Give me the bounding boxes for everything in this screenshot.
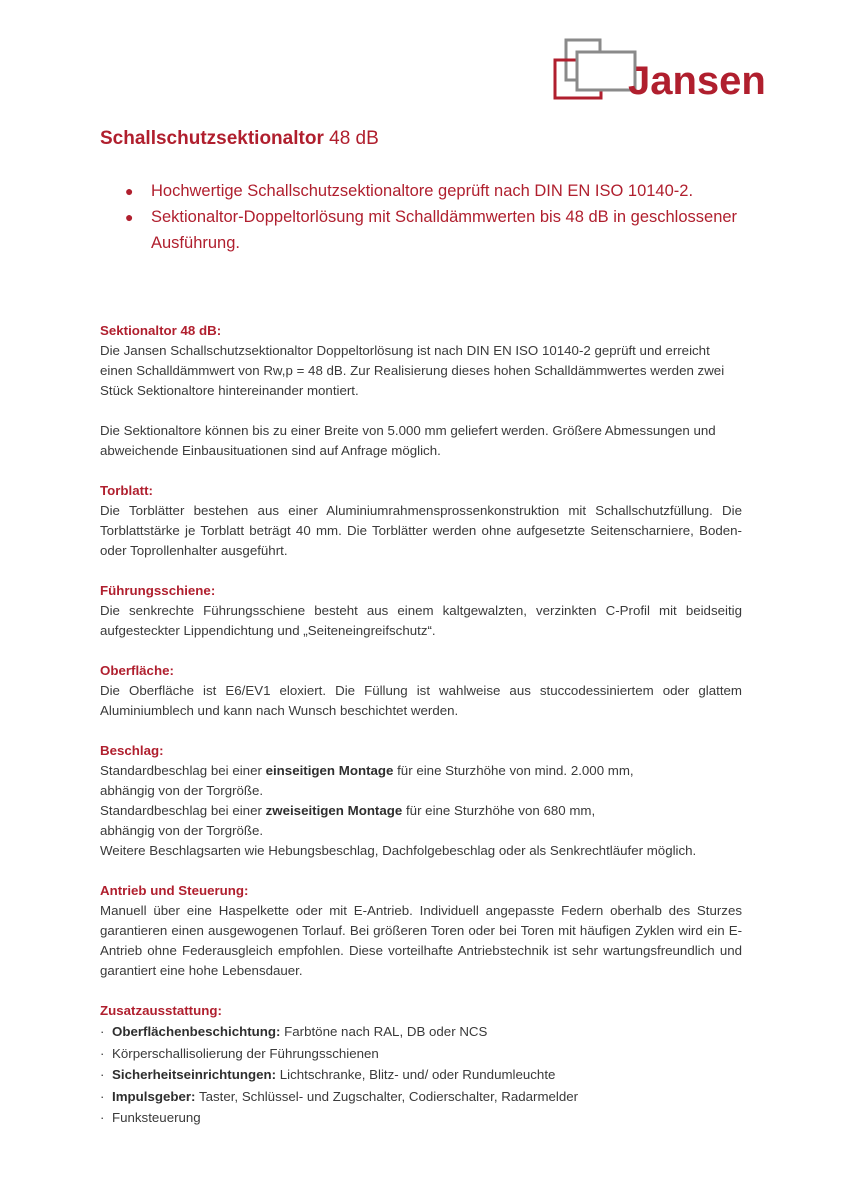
list-item: [100, 1086, 742, 1108]
bullet-text: Sektionaltor-Doppeltorlösung mit Schalldämmwerten bis 48 dB in geschlossener Ausführung.: [151, 208, 738, 252]
list-item: [100, 1064, 742, 1086]
list-item: [100, 1043, 742, 1065]
logo-wordmark: Jansen: [628, 59, 766, 103]
text: für eine Sturzhöhe von 680 mm,: [402, 803, 596, 818]
zusatz-list: [100, 1021, 742, 1129]
document-body: [100, 321, 742, 1129]
beschlag-line: [100, 761, 742, 781]
text: Funksteuerung: [112, 1110, 201, 1125]
bullet-text: Hochwertige Schallschutzsektionaltore geprüft nach DIN EN ISO 10140-2.: [151, 182, 694, 200]
list-item: [100, 1107, 742, 1129]
paragraph: Die Torblätter bestehen aus einer Aluminiumrahmensprossenkonstruktion mit Schallschutzfüllung. Die Torblattstärke je Torblatt beträgt 40 mm. Die Torblätter werden ohne aufgesetzte Seitenscharniere, Boden- oder Toprollenhalter ausgeführt.: [100, 503, 742, 558]
paragraph: Die Sektionaltore können bis zu einer Breite von 5.000 mm geliefert werden. Größere Abmessungen und abweichende Einbausituationen sind auf Anfrage möglich.: [100, 423, 716, 458]
bold-text: Impulsgeber:: [112, 1088, 196, 1104]
text: Taster, Schlüssel- und Zugschalter, Codierschalter, Radarmelder: [195, 1088, 579, 1104]
text: Körperschallisolierung der Führungsschienen: [112, 1045, 379, 1061]
section-heading-zusatzausstattung: Zusatzausstattung:: [100, 1003, 222, 1018]
list-item: [100, 1021, 742, 1043]
text: Lichtschranke, Blitz- und/ oder Rundumleuchte: [276, 1067, 556, 1082]
section-heading-fuehrungsschiene: Führungsschiene:: [100, 583, 216, 598]
section-heading-sektionaltor: Sektionaltor 48 dB:: [100, 323, 222, 338]
page-title: [100, 127, 379, 151]
section-heading-torblatt: Torblatt:: [100, 483, 153, 498]
middot-icon: ·: [100, 1024, 105, 1039]
title-bold: Schallschutzsektionaltor: [100, 128, 324, 149]
middot-icon: ·: [100, 1045, 105, 1061]
middot-icon: ·: [100, 1067, 105, 1082]
text: Farbtöne nach RAL, DB oder NCS: [280, 1024, 488, 1039]
paragraph: Manuell über eine Haspelkette oder mit E-Antrieb. Individuell angepasste Federn oberhalb des Sturzes garantieren einen ausgewogenen Torlauf. Bei größeren Toren oder bei Toren mit häufigen Zyklen wird ein E-Antrieb ohne Federausgleich empfohlen. Diese vorteilhafte Antriebstechnik ist sehr wartungsfreundlich und garantiert eine hohe Lebensdauer.: [100, 903, 742, 978]
bold-text: Sicherheitseinrichtungen:: [112, 1067, 277, 1082]
bullet-icon: ●: [125, 183, 134, 199]
bold-text: Oberflächenbeschichtung:: [112, 1024, 281, 1039]
beschlag-line: abhängig von der Torgröße.: [100, 783, 264, 798]
paragraph: Die Oberfläche ist E6/EV1 eloxiert. Die Füllung ist wahlweise aus stuccodessiniertem oder glattem Aluminiumblech und kann nach Wunsch beschichtet werden.: [100, 683, 742, 718]
highlight-list: [125, 178, 765, 256]
list-item: [125, 178, 765, 204]
section-heading-beschlag: Beschlag:: [100, 743, 164, 758]
list-item: [125, 204, 765, 256]
beschlag-line: [100, 801, 742, 821]
bold-text: einseitigen Montage: [265, 763, 394, 778]
section-heading-antrieb: Antrieb und Steuerung:: [100, 883, 249, 898]
text: Standardbeschlag bei einer: [100, 763, 266, 778]
paragraph: Die senkrechte Führungsschiene besteht aus einem kaltgewalzten, verzinkten C-Profil mit beidseitig aufgesteckter Lippendichtung und „Seiteneingreifschutz“.: [100, 603, 742, 638]
title-rest: 48 dB: [329, 128, 379, 149]
text: für eine Sturzhöhe von mind. 2.000 mm,: [393, 763, 634, 778]
section-heading-oberflaeche: Oberfläche:: [100, 663, 174, 678]
text: Standardbeschlag bei einer: [100, 803, 266, 818]
middot-icon: ·: [100, 1110, 105, 1125]
beschlag-line: Weitere Beschlagsarten wie Hebungsbeschlag, Dachfolgebeschlag oder als Senkrechtläufer möglich.: [100, 843, 697, 858]
middot-icon: ·: [100, 1088, 105, 1104]
paragraph: Die Jansen Schallschutzsektionaltor Doppeltorlösung ist nach DIN EN ISO 10140-2 geprüft und erreicht einen Schalldämmwert von Rw,p = 48 dB. Zur Realisierung dieses hohen Schalldämmwertes werden zwei Stück Sektionaltore hintereinander montiert.: [100, 343, 725, 398]
beschlag-line: abhängig von der Torgröße.: [100, 823, 264, 838]
bullet-icon: ●: [125, 209, 134, 225]
bold-text: zweiseitigen Montage: [265, 803, 403, 818]
